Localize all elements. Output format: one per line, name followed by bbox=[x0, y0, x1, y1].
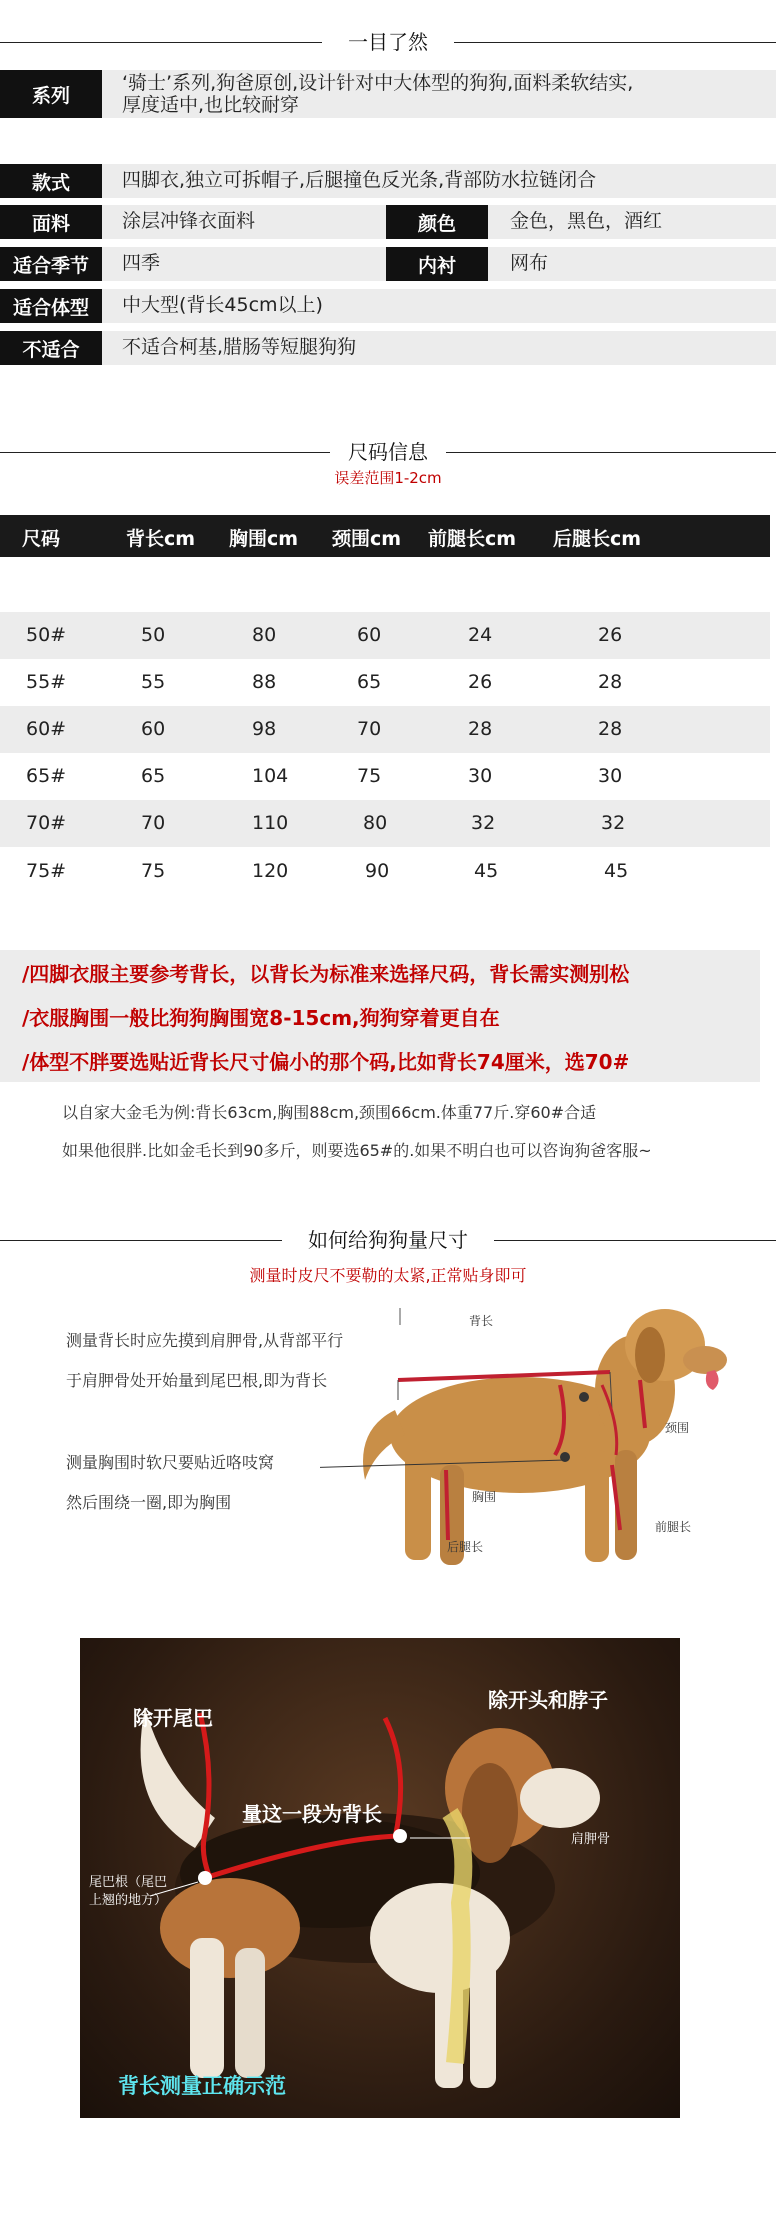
label-hind-leg: 后腿长 bbox=[447, 1540, 484, 1554]
measure-desc-2: 于肩胛骨处开始量到尾巴根,即为背长 bbox=[66, 1371, 328, 1390]
header-hind-leg: 后腿长cm bbox=[553, 528, 642, 550]
beagle-label-tail: 除开尾巴 bbox=[133, 1706, 213, 1730]
example-line-2: 如果他很胖.比如金毛长到90多斤，则要选65#的.如果不明白也可以咨询狗爸客服~ bbox=[62, 1141, 652, 1160]
golden-retriever-illustration bbox=[320, 1300, 740, 1600]
season-label: 适合季节 bbox=[0, 247, 102, 281]
cell-chest: 104 bbox=[252, 765, 289, 787]
cell-back: 50 bbox=[141, 624, 166, 646]
measure-title-bar bbox=[0, 1228, 776, 1252]
size-title-bar bbox=[0, 440, 776, 464]
cell-back: 75 bbox=[141, 860, 166, 882]
header-size: 尺码 bbox=[22, 528, 61, 550]
cell-chest: 80 bbox=[252, 624, 277, 646]
table-row bbox=[0, 659, 770, 706]
measure-desc-3: 测量胸围时软尺要贴近咯吱窝 bbox=[66, 1453, 275, 1472]
cell-hind-leg: 26 bbox=[598, 624, 623, 646]
cell-chest: 110 bbox=[252, 812, 289, 834]
cell-neck: 90 bbox=[365, 860, 390, 882]
table-row bbox=[0, 800, 770, 847]
label-front-leg: 前腿长 bbox=[655, 1520, 692, 1534]
unsuitable-label: 不适合 bbox=[0, 331, 102, 365]
cell-size: 75# bbox=[26, 860, 67, 882]
size-title: 尺码信息 bbox=[348, 440, 428, 464]
note-1: /四脚衣服主要参考背长，以背长为标准来选择尺码，背长需实测别松 bbox=[22, 961, 630, 986]
style-label: 款式 bbox=[0, 164, 102, 198]
cell-neck: 60 bbox=[357, 624, 382, 646]
cell-front-leg: 28 bbox=[468, 718, 493, 740]
example-line-1: 以自家大金毛为例:背长63cm,胸围88cm,颈围66cm.体重77斤.穿60#合适 bbox=[62, 1103, 597, 1122]
cell-hind-leg: 45 bbox=[604, 860, 629, 882]
series-row bbox=[0, 70, 776, 118]
cell-front-leg: 32 bbox=[471, 812, 496, 834]
header-front-leg: 前腿长cm bbox=[428, 528, 517, 550]
table-row bbox=[0, 848, 770, 895]
measure-title: 如何给狗狗量尺寸 bbox=[308, 1228, 468, 1252]
header-neck: 颈围cm bbox=[332, 528, 402, 550]
fabric-value: 涂层冲锋衣面料 bbox=[122, 210, 256, 232]
lining-label: 内衬 bbox=[386, 247, 488, 281]
body-type-row bbox=[0, 289, 776, 323]
cell-neck: 75 bbox=[357, 765, 382, 787]
label-chest: 胸围 bbox=[472, 1490, 497, 1504]
header-chest: 胸围cm bbox=[229, 528, 299, 550]
beagle-label-measure: 量这一段为背长 bbox=[242, 1802, 382, 1826]
cell-chest: 120 bbox=[252, 860, 289, 882]
beagle-label-scapula: 肩胛骨 bbox=[571, 1832, 611, 1847]
cell-back: 70 bbox=[141, 812, 166, 834]
cell-size: 55# bbox=[26, 671, 67, 693]
cell-hind-leg: 28 bbox=[598, 718, 623, 740]
fabric-row bbox=[0, 205, 776, 239]
cell-front-leg: 24 bbox=[468, 624, 493, 646]
style-row bbox=[0, 164, 776, 198]
cell-chest: 88 bbox=[252, 671, 277, 693]
beagle-label-tail-root-1: 尾巴根（尾巴 bbox=[89, 1875, 168, 1890]
cell-front-leg: 26 bbox=[468, 671, 493, 693]
cell-hind-leg: 32 bbox=[601, 812, 626, 834]
overview-title: 一目了然 bbox=[348, 30, 428, 54]
cell-neck: 80 bbox=[363, 812, 388, 834]
cell-size: 60# bbox=[26, 718, 67, 740]
header-back: 背长cm bbox=[126, 528, 196, 550]
lining-value: 网布 bbox=[510, 252, 549, 274]
beagle-label-tail-root-2: 上翘的地方） bbox=[89, 1893, 168, 1908]
unsuitable-row bbox=[0, 331, 776, 365]
cell-back: 55 bbox=[141, 671, 166, 693]
body-type-label: 适合体型 bbox=[0, 289, 102, 323]
label-neck: 颈围 bbox=[665, 1421, 690, 1435]
cell-neck: 70 bbox=[357, 718, 382, 740]
unsuitable-value: 不适合柯基,腊肠等短腿狗狗 bbox=[122, 336, 357, 358]
season-value: 四季 bbox=[122, 252, 161, 274]
measure-desc-1: 测量背长时应先摸到肩胛骨,从背部平行 bbox=[66, 1331, 344, 1350]
series-value-line1: ‘骑士’系列,狗爸原创,设计针对中大体型的狗狗,面料柔软结实, bbox=[122, 72, 634, 94]
fabric-label: 面料 bbox=[0, 205, 102, 239]
style-value: 四脚衣,独立可拆帽子,后腿撞色反光条,背部防水拉链闭合 bbox=[122, 169, 597, 191]
color-value: 金色，黑色，酒红 bbox=[510, 210, 663, 232]
measure-desc-4: 然后围绕一圈,即为胸围 bbox=[66, 1493, 232, 1512]
note-2: /衣服胸围一般比狗狗胸围宽8-15cm,狗狗穿着更自在 bbox=[22, 1005, 500, 1030]
label-back-length: 背长 bbox=[469, 1314, 494, 1328]
beagle-caption: 背长测量正确示范 bbox=[118, 2074, 286, 2098]
measure-subtitle: 测量时皮尺不要勒的太紧,正常贴身即可 bbox=[249, 1266, 527, 1285]
body-type-value: 中大型(背长45cm以上) bbox=[122, 294, 323, 316]
cell-chest: 98 bbox=[252, 718, 277, 740]
table-row bbox=[0, 612, 770, 659]
cell-front-leg: 45 bbox=[474, 860, 499, 882]
cell-size: 70# bbox=[26, 812, 67, 834]
season-row bbox=[0, 247, 776, 281]
beagle-label-head: 除开头和脖子 bbox=[488, 1688, 608, 1712]
cell-hind-leg: 30 bbox=[598, 765, 623, 787]
cell-hind-leg: 28 bbox=[598, 671, 623, 693]
note-3: /体型不胖要选贴近背长尺寸偏小的那个码,比如背长74厘米，选70# bbox=[22, 1049, 630, 1074]
color-label: 颜色 bbox=[386, 205, 488, 239]
table-row bbox=[0, 753, 770, 800]
cell-size: 65# bbox=[26, 765, 67, 787]
cell-size: 50# bbox=[26, 624, 67, 646]
overview-title-bar bbox=[0, 30, 776, 54]
size-subtitle: 误差范围1-2cm bbox=[334, 469, 442, 487]
cell-front-leg: 30 bbox=[468, 765, 493, 787]
cell-neck: 65 bbox=[357, 671, 382, 693]
cell-back: 60 bbox=[141, 718, 166, 740]
series-value-line2: 厚度适中,也比较耐穿 bbox=[122, 94, 300, 116]
cell-back: 65 bbox=[141, 765, 166, 787]
series-label: 系列 bbox=[0, 70, 102, 118]
size-table-header bbox=[0, 515, 770, 557]
table-row bbox=[0, 706, 770, 753]
